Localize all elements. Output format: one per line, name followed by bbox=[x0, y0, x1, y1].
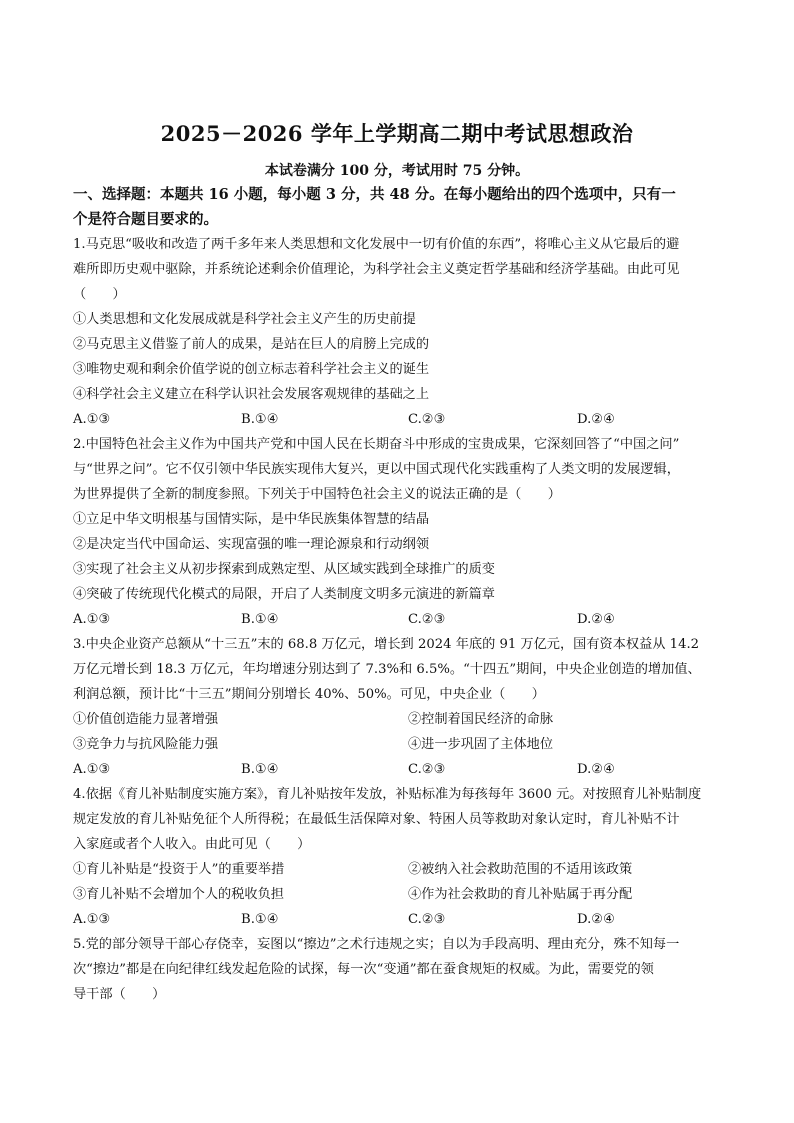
exam-instructions: 本试卷满分 100 分，考试用时 75 分钟。 bbox=[264, 163, 530, 179]
statement-item: ③竞争力与抗风险能力强 bbox=[73, 737, 219, 752]
section-heading: 一、选择题：本题共 16 小题，每小题 3 分，共 48 分。在每小题给出的四个选项中，只有一 bbox=[73, 186, 676, 203]
statement-item: ②被纳入社会救助范围的不适用该政策 bbox=[408, 862, 633, 877]
statement-item: ②控制着国民经济的命脉 bbox=[408, 712, 554, 727]
choice-c: C.②③ bbox=[408, 912, 446, 927]
statement-item: ①立足中华文明根基与国情实际，是中华民族集体智慧的结晶 bbox=[73, 512, 430, 527]
question-stem: 万亿元增长到 18.3 万亿元，年均增速分别达到了 7.3%和 6.5%。“十四五”期间，中央企业创造的增加值、 bbox=[73, 662, 701, 677]
statement-item: ④作为社会救助的育儿补贴属于再分配 bbox=[408, 887, 633, 902]
choice-d: D.②④ bbox=[577, 412, 615, 427]
statement-item: ①育儿补贴是“投资于人”的重要举措 bbox=[73, 862, 285, 877]
choice-a: A.①③ bbox=[73, 412, 111, 427]
statement-item: ④突破了传统现代化模式的局限，开启了人类制度文明多元演进的新篇章 bbox=[73, 587, 495, 602]
statement-item: ④科学社会主义建立在科学认识社会发展客观规律的基础之上 bbox=[73, 387, 430, 402]
statement-item: ②是决定当代中国命运、实现富强的唯一理论源泉和行动纲领 bbox=[73, 537, 430, 552]
choice-b: B.①④ bbox=[241, 612, 279, 627]
question-stem: 次“擦边”都是在向纪律红线发起危险的试探，每一次“变通”都在蚕食规矩的权威。为此，需要党的领 bbox=[73, 962, 654, 977]
page-title: 2025－2026 学年上学期高二期中考试思想政治 bbox=[160, 121, 634, 146]
question-stem: 5.党的部分领导干部心存侥幸，妄图以“擦边”之术行违规之实；自以为手段高明、理由充分，殊不知每一 bbox=[73, 937, 680, 952]
question-stem: 导干部（ ） bbox=[73, 987, 166, 1002]
section-heading-cont: 个是符合题目要求的。 bbox=[73, 211, 218, 228]
statement-item: ①价值创造能力显著增强 bbox=[73, 712, 219, 727]
question-stem: 4.依据《育儿补贴制度实施方案》，育儿补贴按年发放，补贴标准为每孩每年 3600 元。对按照育儿补贴制度 bbox=[73, 787, 702, 802]
question-stem: （ ） bbox=[73, 287, 126, 302]
question-stem: 3.中央企业资产总额从“十三五”末的 68.8 万亿元，增长到 2024 年底的 91 万亿元，国有资本权益从 14.2 bbox=[73, 637, 700, 652]
question-stem: 为世界提供了全新的制度参照。下列关于中国特色社会主义的说法正确的是（ ） bbox=[73, 487, 561, 502]
choice-d: D.②④ bbox=[577, 612, 615, 627]
statement-item: ③育儿补贴不会增加个人的税收负担 bbox=[73, 887, 284, 902]
statement-item: ③唯物史观和剩余价值学说的创立标志着科学社会主义的诞生 bbox=[73, 362, 430, 377]
choice-d: D.②④ bbox=[577, 912, 615, 927]
choice-b: B.①④ bbox=[241, 912, 279, 927]
choice-d: D.②④ bbox=[577, 762, 615, 777]
question-stem: 1.马克思“吸收和改造了两千多年来人类思想和文化发展中一切有价值的东西”，将唯心主义从它最后的避 bbox=[73, 237, 680, 252]
choice-a: A.①③ bbox=[73, 612, 111, 627]
choice-c: C.②③ bbox=[408, 412, 446, 427]
statement-item: ②马克思主义借鉴了前人的成果，是站在巨人的肩膀上完成的 bbox=[73, 337, 430, 352]
question-stem: 利润总额，预计比“十三五”期间分别增长 40%、50%。可见，中央企业（ ） bbox=[73, 687, 545, 702]
choice-b: B.①④ bbox=[241, 762, 279, 777]
statement-item: ①人类思想和文化发展成就是科学社会主义产生的历史前提 bbox=[73, 312, 416, 327]
choice-a: A.①③ bbox=[73, 912, 111, 927]
choice-c: C.②③ bbox=[408, 762, 446, 777]
statement-item: ④进一步巩固了主体地位 bbox=[408, 737, 554, 752]
question-stem: 与“世界之问”。它不仅引领中华民族实现伟大复兴，更以中国式现代化实践重构了人类文明的发展逻辑， bbox=[73, 462, 680, 477]
choice-b: B.①④ bbox=[241, 412, 279, 427]
choice-c: C.②③ bbox=[408, 612, 446, 627]
choice-a: A.①③ bbox=[73, 762, 111, 777]
question-stem: 2.中国特色社会主义作为中国共产党和中国人民在长期奋斗中形成的宝贵成果，它深刻回答了“中国之问” bbox=[73, 437, 680, 452]
question-stem: 入家庭或者个人收入。由此可见（ ） bbox=[73, 837, 311, 852]
statement-item: ③实现了社会主义从初步探索到成熟定型、从区域实践到全球推广的质变 bbox=[73, 562, 495, 577]
question-stem: 难所即历史观中驱除，并系统论述剩余价值理论，为科学社会主义奠定哲学基础和经济学基础。由此可见 bbox=[73, 262, 680, 277]
question-stem: 规定发放的育儿补贴免征个人所得税；在最低生活保障对象、特困人员等救助对象认定时，育儿补贴不计 bbox=[73, 812, 680, 827]
